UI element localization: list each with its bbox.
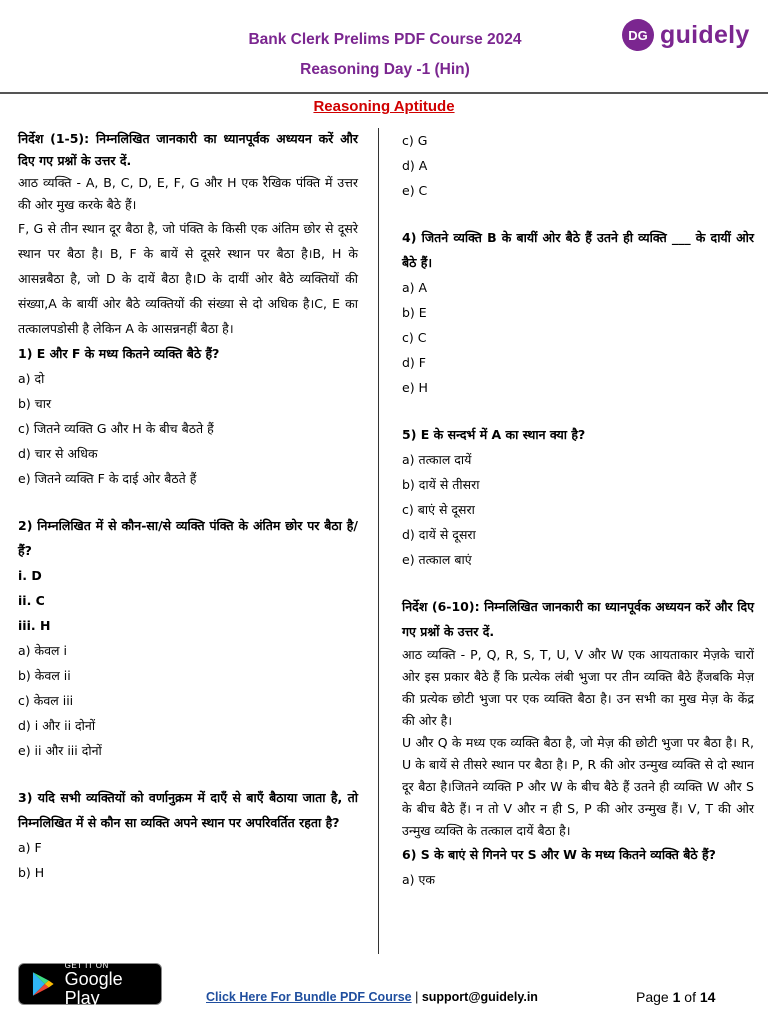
logo-mark-icon: DG — [622, 19, 654, 51]
google-play-icon — [31, 971, 55, 997]
page-current: 1 — [672, 989, 681, 1005]
direction-6-10-heading: निर्देश (6-10): निम्नलिखित जानकारी का ध्यानपूर्वक अध्ययन करें और दिए गए प्रश्नों के उत्तर दें. — [402, 599, 754, 639]
q5-option-a: a) तत्काल दायें — [402, 452, 472, 467]
section-title: Reasoning Aptitude — [313, 98, 455, 115]
spacer — [402, 203, 754, 225]
q2-statement-iii: iii. H — [18, 618, 51, 633]
bundle-course-link[interactable]: Click Here For Bundle PDF Course — [206, 990, 412, 1004]
right-column — [402, 128, 754, 892]
google-play-badge[interactable] — [18, 960, 162, 1008]
q2-statement-i: i. D — [18, 568, 42, 583]
q5-option-e: e) तत्काल बाएं — [402, 552, 472, 567]
q2-option-a: a) केवल i — [18, 643, 67, 658]
header-divider — [0, 92, 768, 94]
q1-option-d: d) चार से अधिक — [18, 446, 98, 461]
footer-links — [206, 990, 538, 1004]
spacer — [402, 572, 754, 594]
q2-option-d: d) i और ii दोनों — [18, 718, 96, 733]
direction-1-5-intro: आठ व्यक्ति - A, B, C, D, E, F, G और H एक रैखिक पंक्ति में उत्तर की ओर मुख करके बैठे हैं। — [18, 175, 358, 212]
q3-option-a: a) F — [18, 840, 42, 855]
question-1: 1) E और F के मध्य कितने व्यक्ति बैठे हैं? — [18, 346, 220, 361]
q4-option-c: c) C — [402, 330, 427, 345]
direction-6-10-clues: U और Q के मध्य एक व्यक्ति बैठा है, जो मेज़ की छोटी भुजा पर बैठा है। R, U के बायें से तीसरे स्थान पर बैठा है। P, R की ओर उन्मुख व्यक्ति से दो स्थान दूर बैठा है।जितने व्यक्ति P और W के बीच बैठे हैं उतने ही व्यक्ति W और S के बीच बैठे हैं। न तो V और न ही S, P की ओर उन्मुख हैं। V, T की ओर उन्मुख व्यक्ति के तत्काल दायें बैठा है। — [402, 735, 754, 838]
q4-option-e: e) H — [402, 380, 428, 395]
logo-text: guidely — [660, 20, 750, 49]
badge-caption: GET IT ON — [64, 960, 109, 970]
question-2: 2) निम्नलिखित में से कौन-सा/से व्यक्ति पंक्ति के अंतिम छोर पर बैठा है/हैं? — [18, 518, 358, 558]
q3-option-e: e) C — [402, 183, 428, 198]
q3-option-c: c) G — [402, 133, 428, 148]
column-divider — [378, 128, 379, 954]
footer-separator: | — [411, 990, 422, 1004]
page-header — [0, 0, 768, 92]
page-label: Page — [636, 989, 673, 1005]
page-footer — [0, 960, 768, 1024]
q3-option-b: b) H — [18, 865, 45, 880]
day-title: Reasoning Day -1 (Hin) — [300, 61, 470, 78]
question-3: 3) यदि सभी व्यक्तियों को वर्णानुक्रम में दाएँ से बाएँ बैठाया जाता है, तो निम्नलिखित में से कौन सा व्यक्ति अपने स्थान पर अपरिवर्तित रहता है? — [18, 790, 358, 830]
question-4: 4) जितने व्यक्ति B के बायीं ओर बैठे हैं उतने ही व्यक्ति ___ के दायीं ओर बैठे हैं। — [402, 230, 754, 270]
q4-option-b: b) E — [402, 305, 427, 320]
q1-option-a: a) दो — [18, 371, 45, 386]
direction-6-10-intro: आठ व्यक्ति - P, Q, R, S, T, U, V और W एक आयताकार मेज़के चारों ओर इस प्रकार बैठे हैं कि प्रत्येक लंबी भुजा पर तीन व्यक्ति बैठे हैंजबकि मेज़ की प्रत्येक छोटी भुजा पर एक व्यक्ति बैठा है। उन सभी का मुख मेज़ के केंद्र की ओर है। — [402, 647, 754, 728]
q1-option-c: c) जितने व्यक्ति G और H के बीच बैठते हैं — [18, 421, 214, 436]
direction-1-5-heading: निर्देश (1-5): निम्नलिखित जानकारी का ध्यानपूर्वक अध्ययन करें और दिए गए प्रश्नों के उत्तर दें. — [18, 131, 358, 168]
guidely-logo[interactable] — [622, 16, 750, 54]
page-of: of — [680, 989, 700, 1005]
left-column — [18, 128, 358, 885]
direction-1-5-clues: F, G से तीन स्थान दूर बैठा है, जो पंक्ति के किसी एक अंतिम छोर से दूसरे स्थान पर बैठा है। B, F के बायें से दूसरे स्थान पर बैठा है।B, H के आसन्नबैठा है, जो D के दायें बैठा है।D के दायीं ओर बैठे व्यक्तियों की संख्या,A के बायीं ओर बैठे व्यक्तियों की संख्या से दो अधिक है।C, E का तत्कालपडोसी है लेकिन A के आसन्ननहीं बैठा है। — [18, 221, 358, 336]
q6-option-a: a) एक — [402, 872, 436, 887]
question-6: 6) S के बाएं से गिनने पर S और W के मध्य कितने व्यक्ति बैठे हैं? — [402, 847, 716, 862]
q1-option-e: e) जितने व्यक्ति F के दाई ओर बैठते हैं — [18, 471, 197, 486]
q2-option-c: c) केवल iii — [18, 693, 74, 708]
q3-option-d: d) A — [402, 158, 428, 173]
support-email[interactable]: support@guidely.in — [421, 990, 538, 1004]
q2-statement-ii: ii. C — [18, 593, 45, 608]
q5-option-d: d) दायें से दूसरा — [402, 527, 476, 542]
page-total: 14 — [699, 989, 716, 1005]
q4-option-a: a) A — [402, 280, 428, 295]
q4-option-d: d) F — [402, 355, 426, 370]
q5-option-c: c) बाएं से दूसरा — [402, 502, 475, 517]
page-number — [636, 989, 715, 1005]
q2-option-e: e) ii और iii दोनों — [18, 743, 102, 758]
spacer — [402, 400, 754, 422]
badge-store-name: Google Play — [64, 968, 123, 1008]
course-title: Bank Clerk Prelims PDF Course 2024 — [248, 31, 522, 48]
spacer — [18, 491, 358, 513]
q1-option-b: b) चार — [18, 396, 52, 411]
q5-option-b: b) दायें से तीसरा — [402, 477, 480, 492]
spacer — [18, 763, 358, 785]
q2-option-b: b) केवल ii — [18, 668, 71, 683]
question-5: 5) E के सन्दर्भ में A का स्थान क्या है? — [402, 427, 586, 442]
